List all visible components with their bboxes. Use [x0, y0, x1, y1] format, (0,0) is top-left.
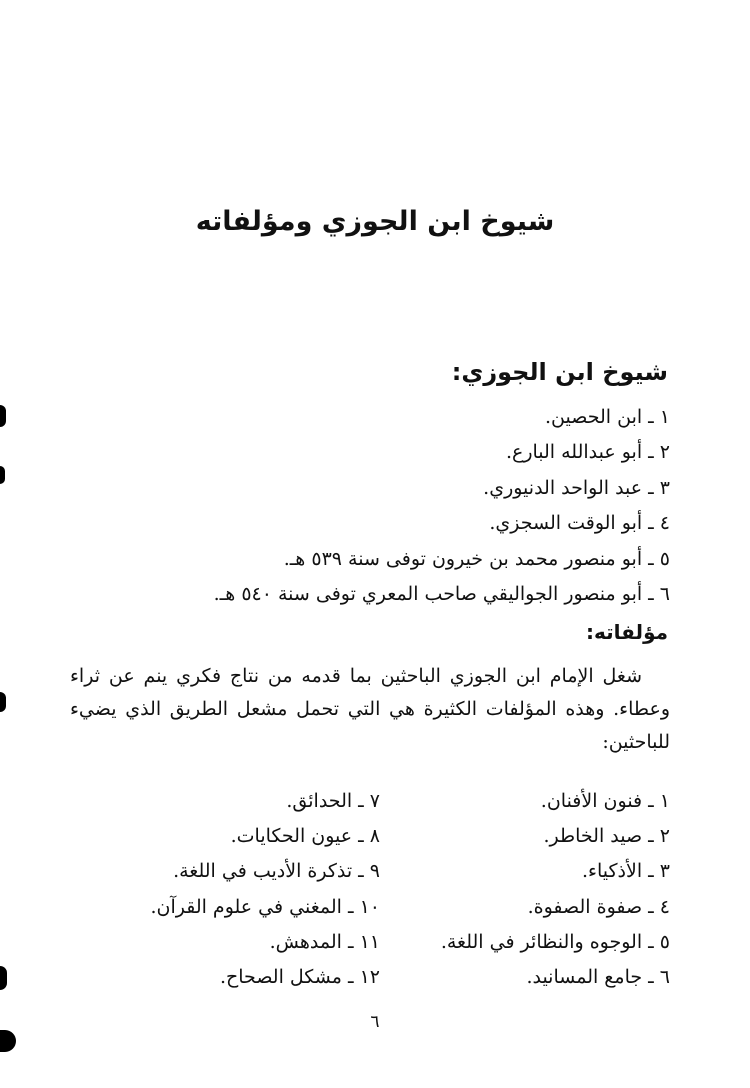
- list-item: ٣ ـ عبد الواحد الدنيوري.: [483, 476, 670, 499]
- list-item: ٩ ـ تذكرة الأديب في اللغة.: [173, 860, 380, 883]
- muallafat-heading: مؤلفاته:: [586, 620, 668, 644]
- list-item: ٢ ـ صيد الخاطر.: [543, 825, 670, 848]
- list-item: ١٠ ـ المغني في علوم القرآن.: [150, 895, 380, 918]
- shuyukh-list: [214, 400, 670, 612]
- books-list-left: [150, 784, 380, 995]
- page-number: ٦: [370, 1012, 380, 1032]
- list-item: ٢ ـ أبو عبدالله البارع.: [505, 441, 670, 464]
- list-item: ٨ ـ عيون الحكايات.: [230, 825, 380, 848]
- scan-artifact: [0, 466, 5, 484]
- list-item: ١ ـ فنون الأفنان.: [540, 790, 670, 812]
- list-item: ٥ ـ الوجوه والنظائر في اللغة.: [440, 930, 670, 953]
- list-item: ٤ ـ صفوة الصفوة.: [527, 895, 670, 918]
- scan-artifact: [0, 692, 6, 712]
- scan-artifact: [0, 405, 6, 427]
- list-item: ٦ ـ أبو منصور الجواليقي صاحب المعري توفى سنة ٥٤٠ هـ.: [213, 582, 670, 605]
- list-item: ١١ ـ المدهش.: [269, 930, 380, 953]
- scan-artifact: [0, 1030, 16, 1052]
- list-item: ٦ ـ جامع المسانيد.: [526, 965, 670, 988]
- list-item: ٤ ـ أبو الوقت السجزي.: [489, 512, 670, 535]
- list-item: ٣ ـ الأذكياء.: [582, 860, 670, 883]
- paragraph-text: شغل الإمام ابن الجوزي الباحثين بما قدمه من نتاج فكري ينم عن ثراء وعطاء. وهذه المؤلفات الكثيرة هي التي تحمل مشعل الطريق الذي يضيء للباحثين:: [70, 665, 670, 753]
- shuyukh-heading: شيوخ ابن الجوزي:: [451, 358, 668, 386]
- list-item: ١٢ ـ مشكل الصحاح.: [219, 965, 380, 988]
- intro-paragraph: [70, 660, 670, 759]
- list-item: ٧ ـ الحدائق.: [286, 790, 380, 812]
- page-title: شيوخ ابن الجوزي ومؤلفاته: [195, 206, 555, 237]
- list-item: ٥ ـ أبو منصور محمد بن خيرون توفى سنة ٥٣٩ هـ.: [283, 547, 670, 570]
- scan-artifact: [0, 966, 7, 990]
- list-item: ١ ـ ابن الحصين.: [545, 406, 670, 428]
- books-list-right: [441, 784, 670, 995]
